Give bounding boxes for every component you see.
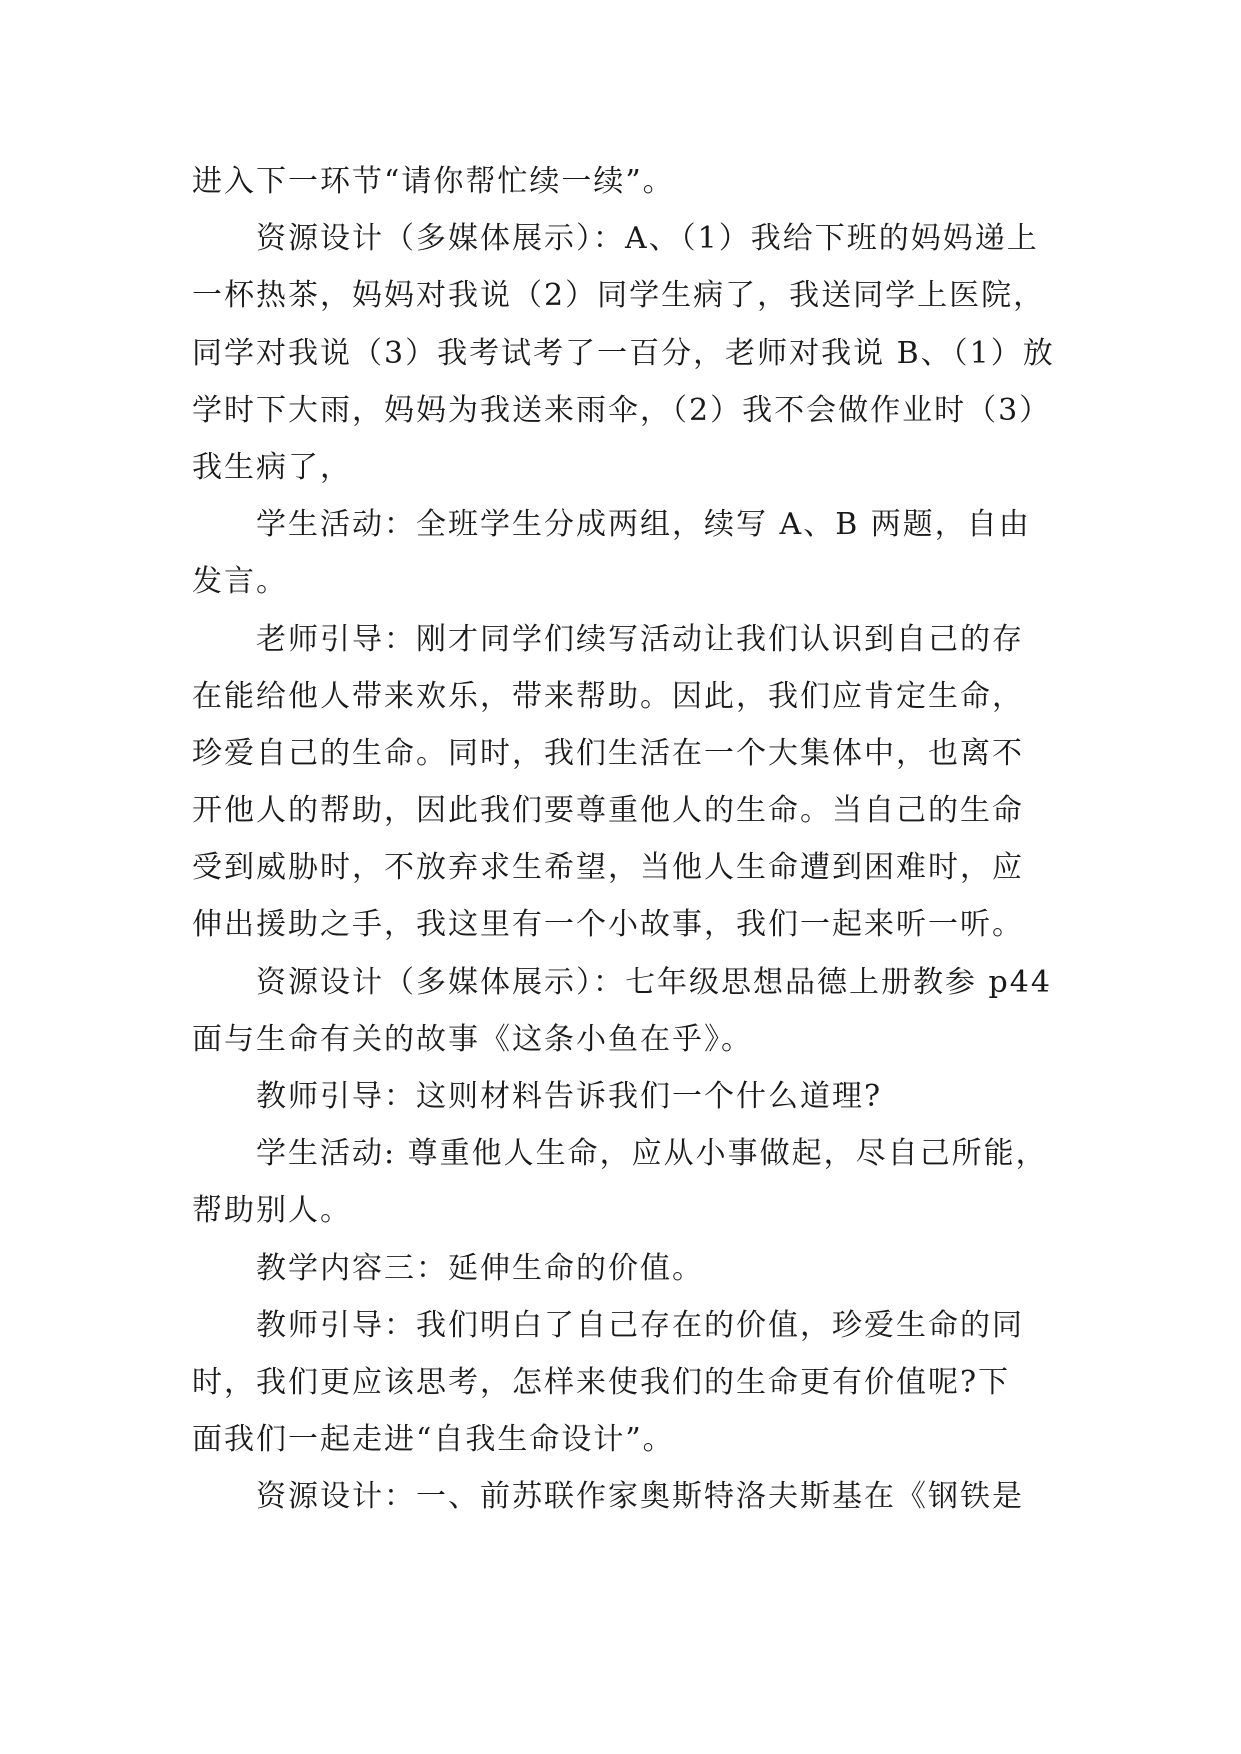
text-line: 我生病了， <box>192 449 352 485</box>
text-line: 教师引导：我们明白了自己存在的价值，珍爱生命的同 <box>256 1307 1024 1343</box>
text-line: 受到威胁时，不放弃求生希望，当他人生命遭到困难时，应 <box>192 850 1024 886</box>
text-line: 教师引导：这则材料告诉我们一个什么道理? <box>256 1079 883 1114</box>
text-line: 时，我们更应该思考，怎样来使我们的生命更有价值呢?下 <box>192 1364 1011 1400</box>
text-line: 老师引导：刚才同学们续写活动让我们认识到自己的存 <box>256 621 1024 657</box>
text-line: 资源设计：一、前苏联作家奥斯特洛夫斯基在《钢铁是 <box>256 1479 1024 1515</box>
text-line: 开他人的帮助，因此我们要尊重他人的生命。当自己的生命 <box>192 793 1024 829</box>
text-line: 在能给他人带来欢乐，带来帮助。因此，我们应肯定生命， <box>192 678 1024 714</box>
text-line: 教学内容三：延伸生命的价值。 <box>256 1250 704 1286</box>
text-line: 学生活动：全班学生分成两组，续写 A、B 两题，自由 <box>256 507 1031 543</box>
text-line: 发言。 <box>192 564 288 600</box>
text-line: 学生活动: 尊重他人生命，应从小事做起，尽自己所能， <box>256 1136 1048 1172</box>
text-line: 一杯热茶，妈妈对我说（2）同学生病了，我送同学上医院， <box>192 278 1046 314</box>
text-line: 珍爱自己的生命。同时，我们生活在一个大集体中，也离不 <box>192 735 1024 771</box>
text-line: 进入下一环节“请你帮忙续一续”。 <box>192 164 675 199</box>
document-body <box>192 153 1072 1526</box>
text-line: 资源设计（多媒体展示）：A、（1）我给下班的妈妈递上 <box>256 221 1039 257</box>
text-line: 资源设计（多媒体展示）：七年级思想品德上册教参 p44 <box>256 964 1052 1000</box>
text-line: 帮助别人。 <box>192 1193 352 1229</box>
text-line: 学时下大雨，妈妈为我送来雨伞，（2）我不会做作业时（3） <box>192 392 1052 428</box>
text-line: 面我们一起走进“自我生命设计”。 <box>192 1422 675 1458</box>
text-line: 同学对我说（3）我考试考了一百分，老师对我说 B、（1）放 <box>192 335 1055 371</box>
text-line: 面与生命有关的故事《这条小鱼在乎》。 <box>192 1021 753 1057</box>
text-line: 伸出援助之手，我这里有一个小故事，我们一起来听一听。 <box>192 907 1024 943</box>
